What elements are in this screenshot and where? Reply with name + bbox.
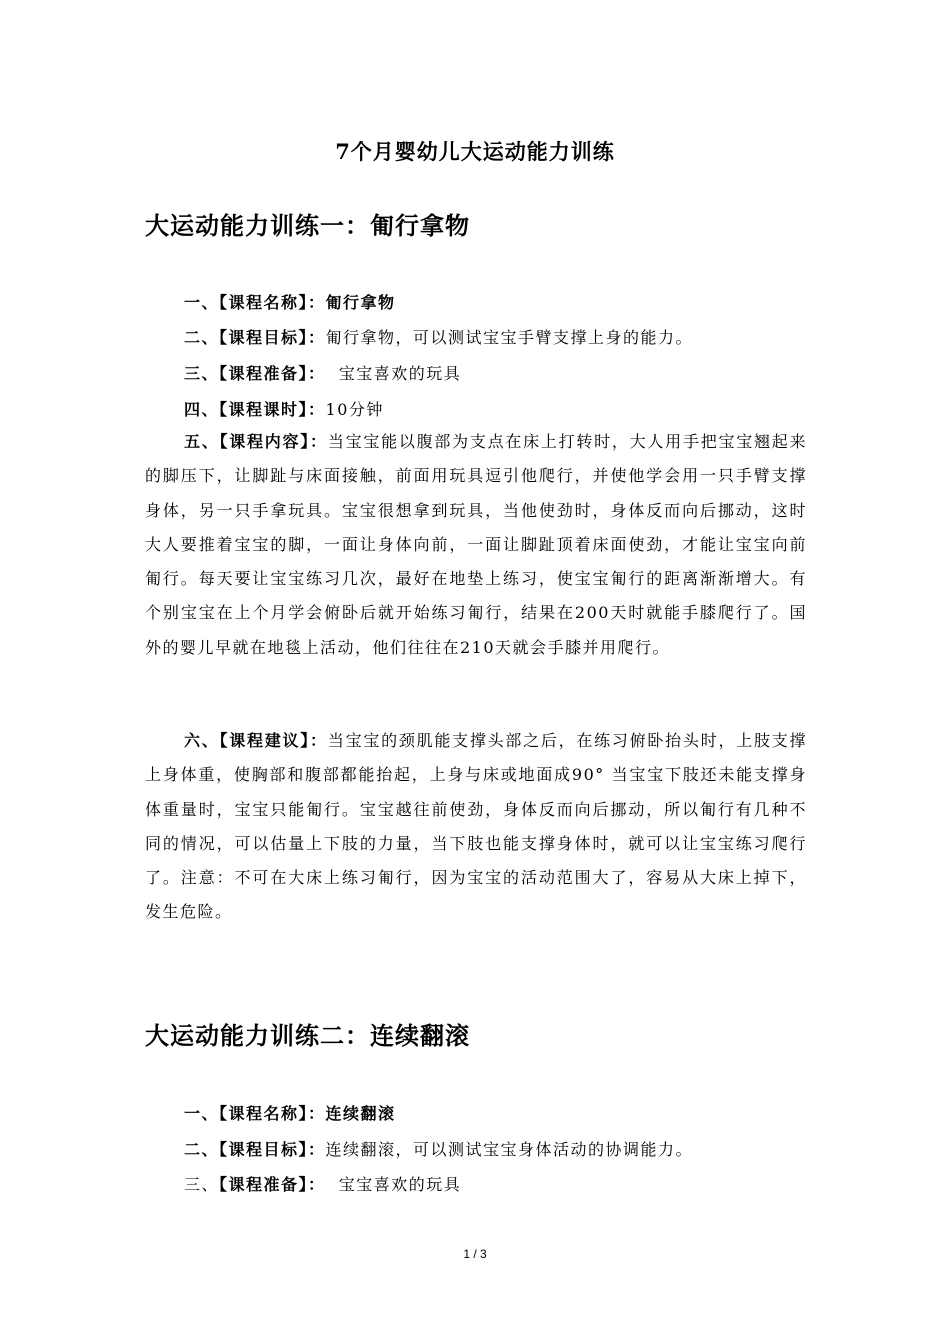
section-heading-2: 大运动能力训练二：连续翻滚 <box>145 1021 470 1050</box>
course-prep-value: 宝宝喜欢的玩具 <box>325 364 462 383</box>
course-goal-label-2: 二、【课程目标】： <box>184 1140 326 1159</box>
course-content-label: 五、【课程内容】： <box>184 432 328 451</box>
course-goal-value: 匍行拿物，可以测试宝宝手臂支撑上身的能力。 <box>325 328 694 347</box>
course-prep-line <box>184 361 461 384</box>
course-name-label-2: 一、【课程名称】： <box>184 1104 326 1123</box>
course-prep-line-2 <box>184 1172 461 1195</box>
course-content-text: 当宝宝能以腹部为支点在床上打转时，大人用手把宝宝翘起来的脚压下，让脚趾与床面接触，前面用玩具逗引他爬行，并使他学会用一只手臂支撑身体，另一只手拿玩具。宝宝很想拿到玩具，当他使劲时，身体反而向后挪动，这时大人要推着宝宝的脚，一面让身体向前，一面让脚趾顶着床面使劲，才能让宝宝向前匍行。每天要让宝宝练习几次，最好在地垫上练习，使宝宝匍行的距离渐渐增大。有个别宝宝在上个月学会俯卧后就开始练习匍行，结果在200天时就能手膝爬行了。国外的婴儿早就在地毯上活动，他们往往在210天就会手膝并用爬行。 <box>145 432 807 657</box>
course-name-line-2 <box>184 1101 396 1124</box>
course-prep-value-2: 宝宝喜欢的玩具 <box>325 1175 462 1194</box>
course-goal-line-2 <box>184 1137 693 1160</box>
page-title: 7个月婴幼儿大运动能力训练 <box>335 139 615 164</box>
course-prep-label: 三、【课程准备】： <box>184 364 326 383</box>
course-name-value-2: 连续翻滚 <box>325 1104 396 1123</box>
course-advice-label: 六、【课程建议】： <box>184 731 328 750</box>
course-duration-value: 10分钟 <box>325 400 384 419</box>
course-goal-label: 二、【课程目标】： <box>184 328 326 347</box>
course-prep-number-2: 三、 <box>184 1175 220 1194</box>
course-prep-label-2: 【课程准备】： <box>219 1175 326 1194</box>
page-number: 1 / 3 <box>463 1247 487 1261</box>
course-duration-line <box>184 397 384 420</box>
course-goal-value-2: 连续翻滚，可以测试宝宝身体活动的协调能力。 <box>325 1140 694 1159</box>
course-name-label: 一、【课程名称】： <box>184 293 326 312</box>
course-advice-text: 当宝宝的颈肌能支撑头部之后，在练习俯卧抬头时，上肢支撑上身体重，使胸部和腹部都能抬起，上身与床或地面成90° 当宝宝下肢还未能支撑身体重量时，宝宝只能匍行。宝宝越往前使劲，身体反而向后挪动，所以匍行有几种不同的情况，可以估量上下肢的力量，当下肢也能支撑身体时，就可以让宝宝练习爬行了。注意：不可在大床上练习匍行，因为宝宝的活动范围大了，容易从大床上掉下，发生危险。 <box>145 731 807 922</box>
course-name-value: 匍行拿物 <box>325 293 396 312</box>
course-content-paragraph <box>145 425 807 665</box>
course-goal-line <box>184 325 693 348</box>
course-duration-label: 四、【课程课时】： <box>184 400 326 419</box>
course-advice-paragraph <box>145 724 807 930</box>
course-name-line <box>184 290 396 313</box>
section-heading-1: 大运动能力训练一：匍行拿物 <box>145 211 470 240</box>
